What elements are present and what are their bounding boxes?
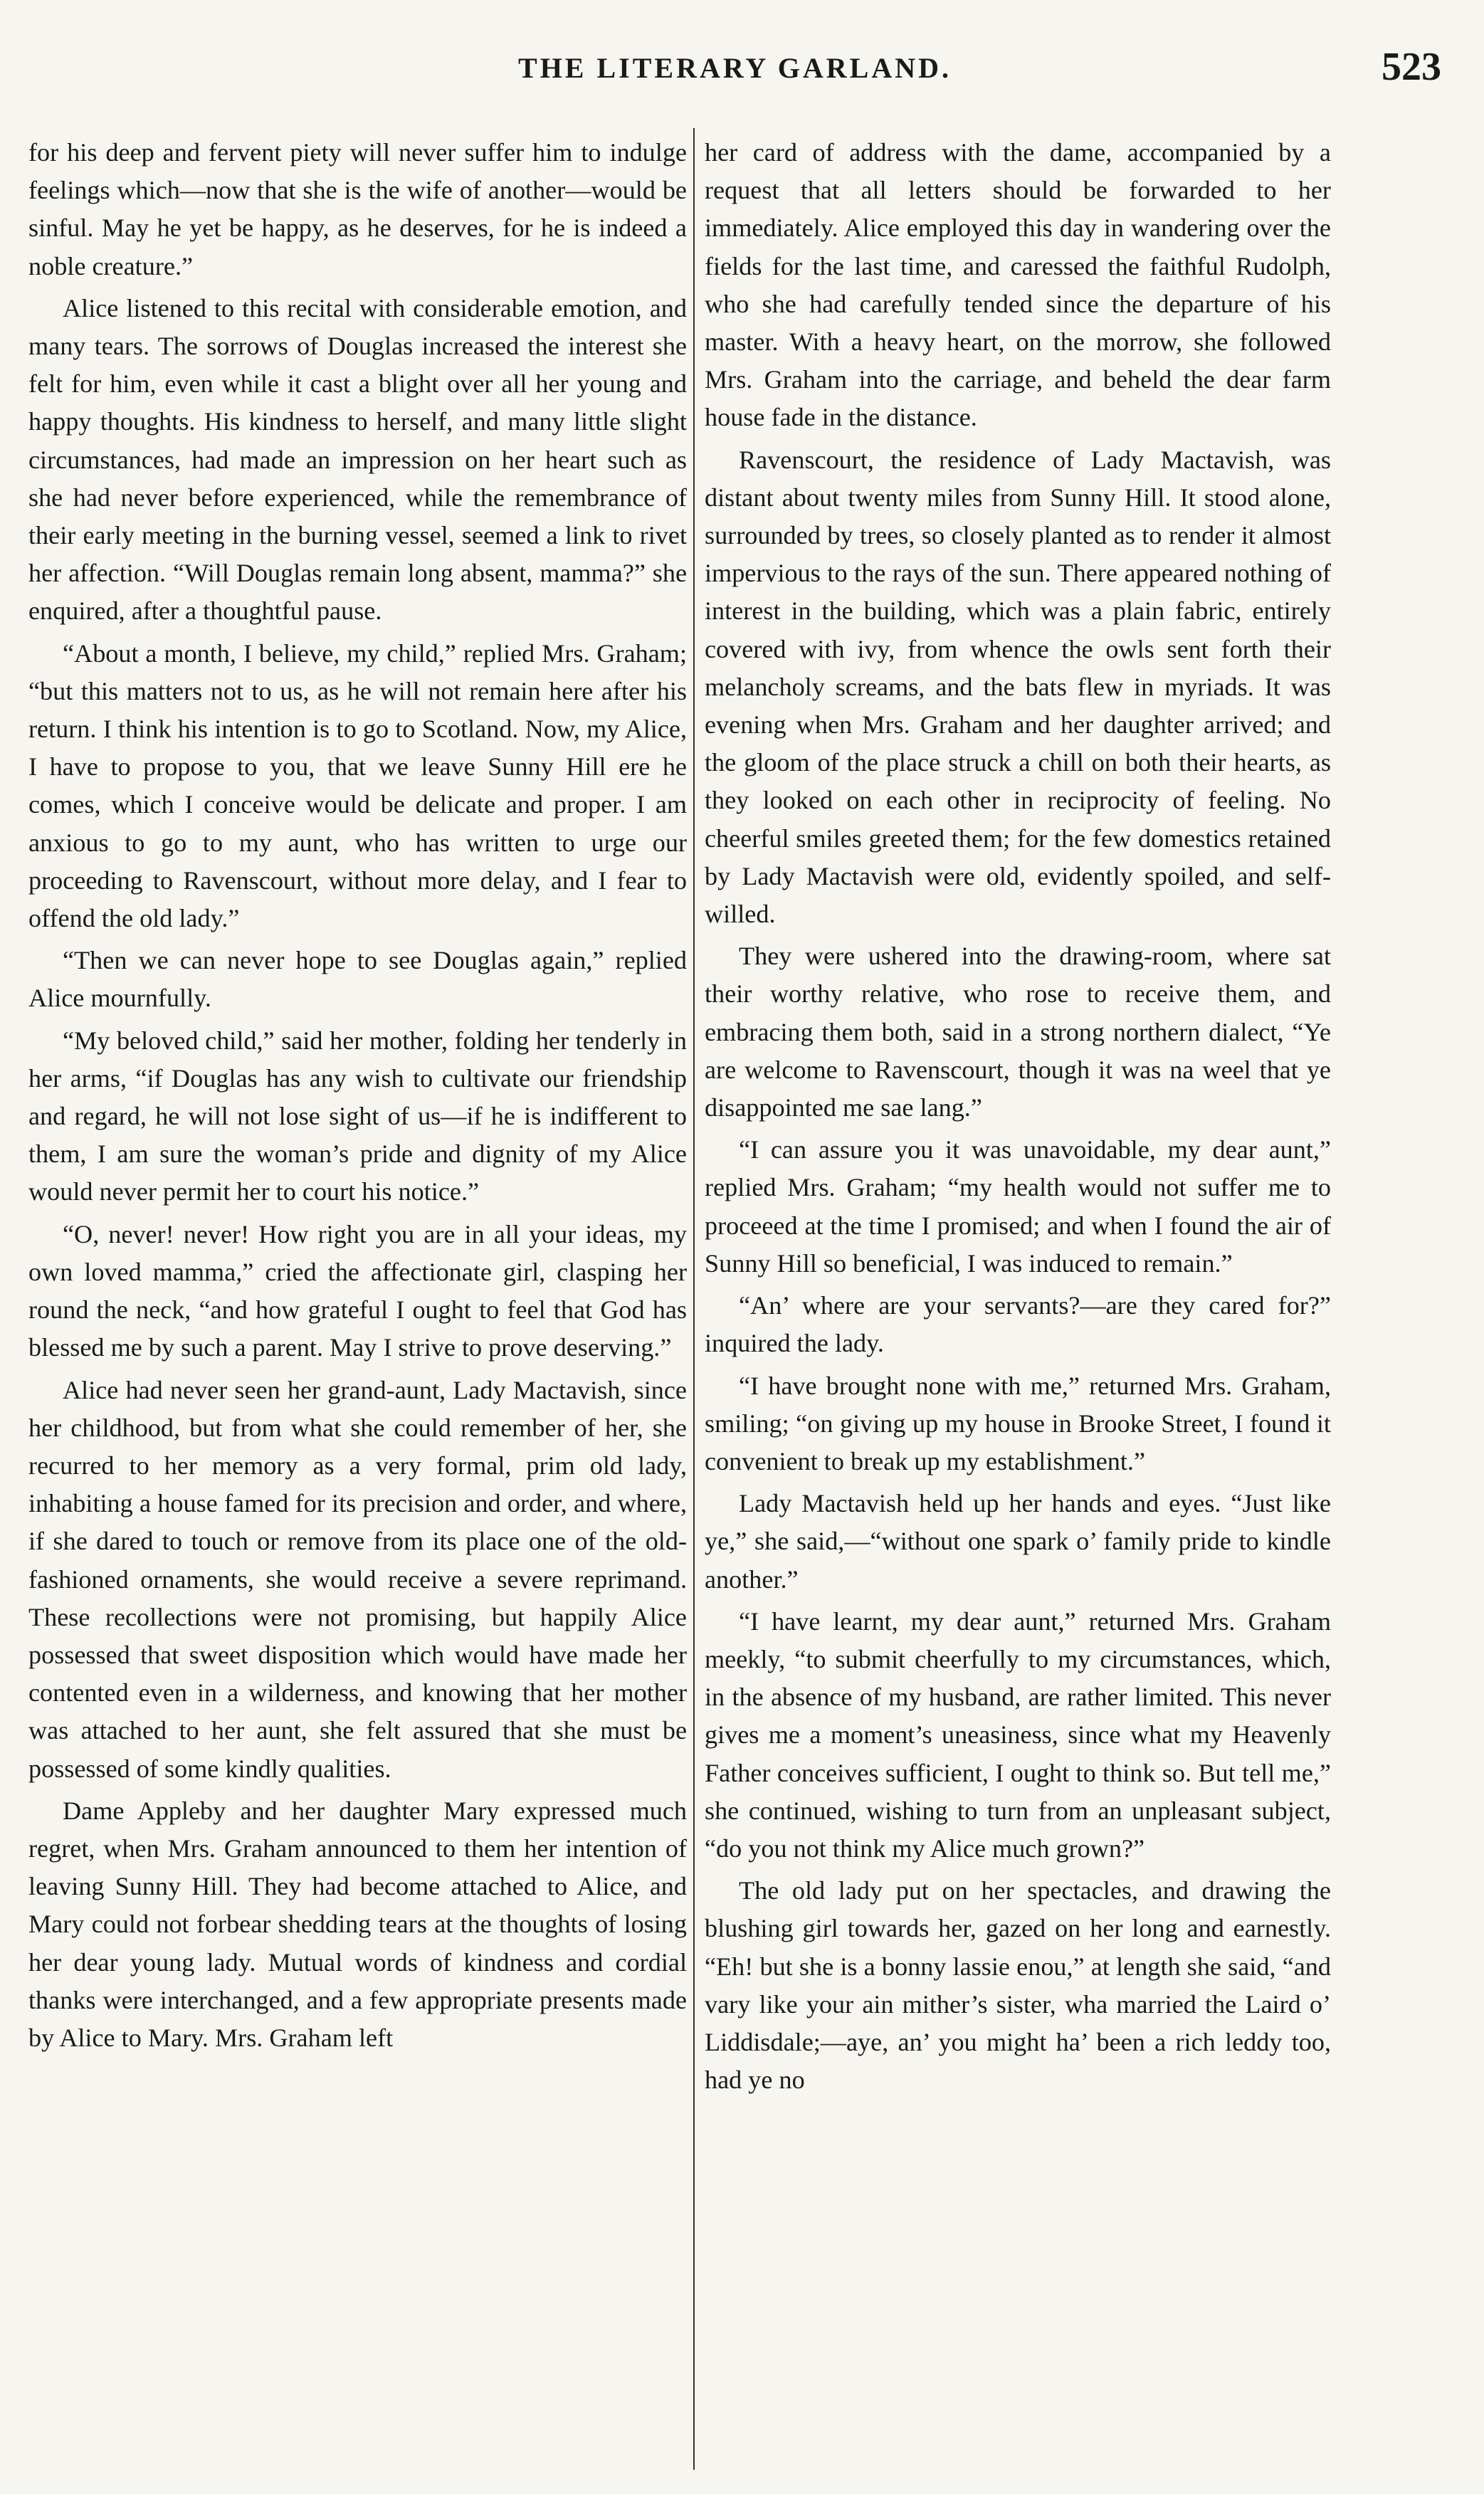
paragraph: “Then we can never hope to see Douglas again,” replied Alice mournfully. — [28, 946, 687, 1013]
running-title: THE LITERARY GARLAND. — [518, 52, 952, 84]
paragraph: “I can assure you it was unavoidable, my dear aunt,” replied Mrs. Graham; “my health would not suffer me to proceeed at the time I promised; and when I found the air of Sunny Hill so beneficial, I was induced to remain.” — [705, 1135, 1331, 1278]
paragraph: Alice listened to this recital with considerable emotion, and many tears. The sorrows of Douglas increased the interest she felt for him, even while it cast a blight over all her young and happy thoughts. His kindness to herself, and many little slight circumstances, had made an impression on her heart such as she had never before experienced, while the remembrance of their early meeting in the burning vessel, seemed a link to rivet her affection. “Will Douglas remain long absent, mamma?” she enquired, after a thoughtful pause. — [28, 293, 687, 626]
right-column — [705, 134, 1331, 2461]
paragraph: “About a month, I believe, my child,” replied Mrs. Graham; “but this matters not to us, as he will not remain here after his return. I think his intention is to go to Scotland. Now, my Alice, I have to propose to you, that we leave Sunny Hill ere he comes, which I conceive would be delicate and proper. I am anxious to go to my aunt, who has written to urge our proceeding to Ravenscourt, without more delay, and I fear to offend the old lady.” — [28, 638, 687, 933]
paragraph: Dame Appleby and her daughter Mary expressed much regret, when Mrs. Graham announced to them her intention of leaving Sunny Hill. They had become attached to Alice, and Mary could not forbear shedding tears at the thoughts of losing her dear young lady. Mutual words of kindness and cordial thanks were interchanged, and a few appropriate presents made by Alice to Mary. Mrs. Graham left — [28, 1796, 687, 2052]
paragraph: Ravenscourt, the residence of Lady Mactavish, was distant about twenty miles from Sunny Hill. It stood alone, surrounded by trees, so closely planted as to render it almost impervious to the rays of the sun. There appeared nothing of interest in the building, which was a plain fabric, entirely covered with ivy, from whence the owls sent forth their melancholy screams, and the bats flew in myriads. It was evening when Mrs. Graham and her daughter arrived; and the gloom of the place struck a chill on both their hearts, as they looked on each other in reciprocity of feeling. No cheerful smiles greeted them; for the few domestics retained by Lady Mactavish were old, evidently spoiled, and self-willed. — [705, 445, 1331, 929]
paragraph: The old lady put on her spectacles, and drawing the blushing girl towards her, gazed on her long and earnestly. “Eh! but she is a bonny lassie enou,” at length she said, “and vary like your ain mither’s sister, wha married the Laird o’ Liddisdale;—aye, an’ you might ha’ been a rich leddy too, had ye no — [705, 1876, 1331, 2095]
paragraph: They were ushered into the drawing-room, where sat their worthy relative, who rose to receive them, and embracing them both, said in a strong northern dialect, “Ye are welcome to Ravenscourt, though it was na weel that ye disappointed me sae lang.” — [705, 942, 1331, 1122]
paragraph: her card of address with the dame, accompanied by a request that all letters should be forwarded to her immediately. Alice employed this day in wandering over the fields for the last time, and caressed the faithful Rudolph, who she had carefully tended since the departure of his master. With a heavy heart, on the morrow, she followed Mrs. Graham into the carriage, and beheld the dear farm house fade in the distance. — [705, 138, 1331, 432]
paragraph: “My beloved child,” said her mother, folding her tenderly in her arms, “if Douglas has any wish to cultivate our friendship and regard, he will not lose sight of us—if he is indifferent to them, I am sure the woman’s pride and dignity of my Alice would never permit her to court his notice.” — [28, 1026, 687, 1206]
paragraph: “O, never! never! How right you are in all your ideas, my own loved mamma,” cried the affectionate girl, clasping her round the neck, “and how grateful I ought to feel that God has blessed me by such a parent. May I strive to prove deserving.” — [28, 1219, 687, 1362]
paragraph: “I have brought none with me,” returned Mrs. Graham, smiling; “on giving up my house in Brooke Street, I found it convenient to break up my establishment.” — [705, 1371, 1331, 1475]
paragraph: “An’ where are your servants?—are they cared for?” inquired the lady. — [705, 1291, 1331, 1358]
paragraph: “I have learnt, my dear aunt,” returned Mrs. Graham meekly, “to submit cheerfully to my circumstances, which, in the absence of my husband, are rather limited. This never gives me a moment’s uneasiness, since what my Heavenly Father conceives sufficient, I ought to think so. But tell me,” she continued, wishing to turn from an unpleasant subject, “do you not think my Alice much grown?” — [705, 1606, 1331, 1863]
paragraph: Lady Mactavish held up her hands and eyes. “Just like ye,” she said,—“without one spark o’ family pride to kindle another.” — [705, 1489, 1331, 1594]
paragraph: for his deep and fervent piety will never suffer him to indulge feelings which—now that she is the wife of another—would be sinful. May he yet be happy, as he deserves, for he is indeed a noble creature.” — [28, 138, 687, 280]
page-number: 523 — [1382, 45, 1441, 89]
running-head — [28, 45, 1441, 108]
left-column — [28, 134, 687, 2461]
paragraph: Alice had never seen her grand-aunt, Lady Mactavish, since her childhood, but from what she could remember of her, she recurred to her memory as a very formal, prim old lady, inhabiting a house famed for its precision and order, and where, if she dared to touch or remove from its place one of the old-fashioned ornaments, she would receive a severe reprimand. These recollections were not promising, but happily Alice possessed that sweet disposition which would have made her contented even in a wilderness, and knowing that her mother was attached to her aunt, she felt assured that she must be possessed of some kindly qualities. — [28, 1375, 687, 1783]
column-divider — [693, 128, 695, 2470]
